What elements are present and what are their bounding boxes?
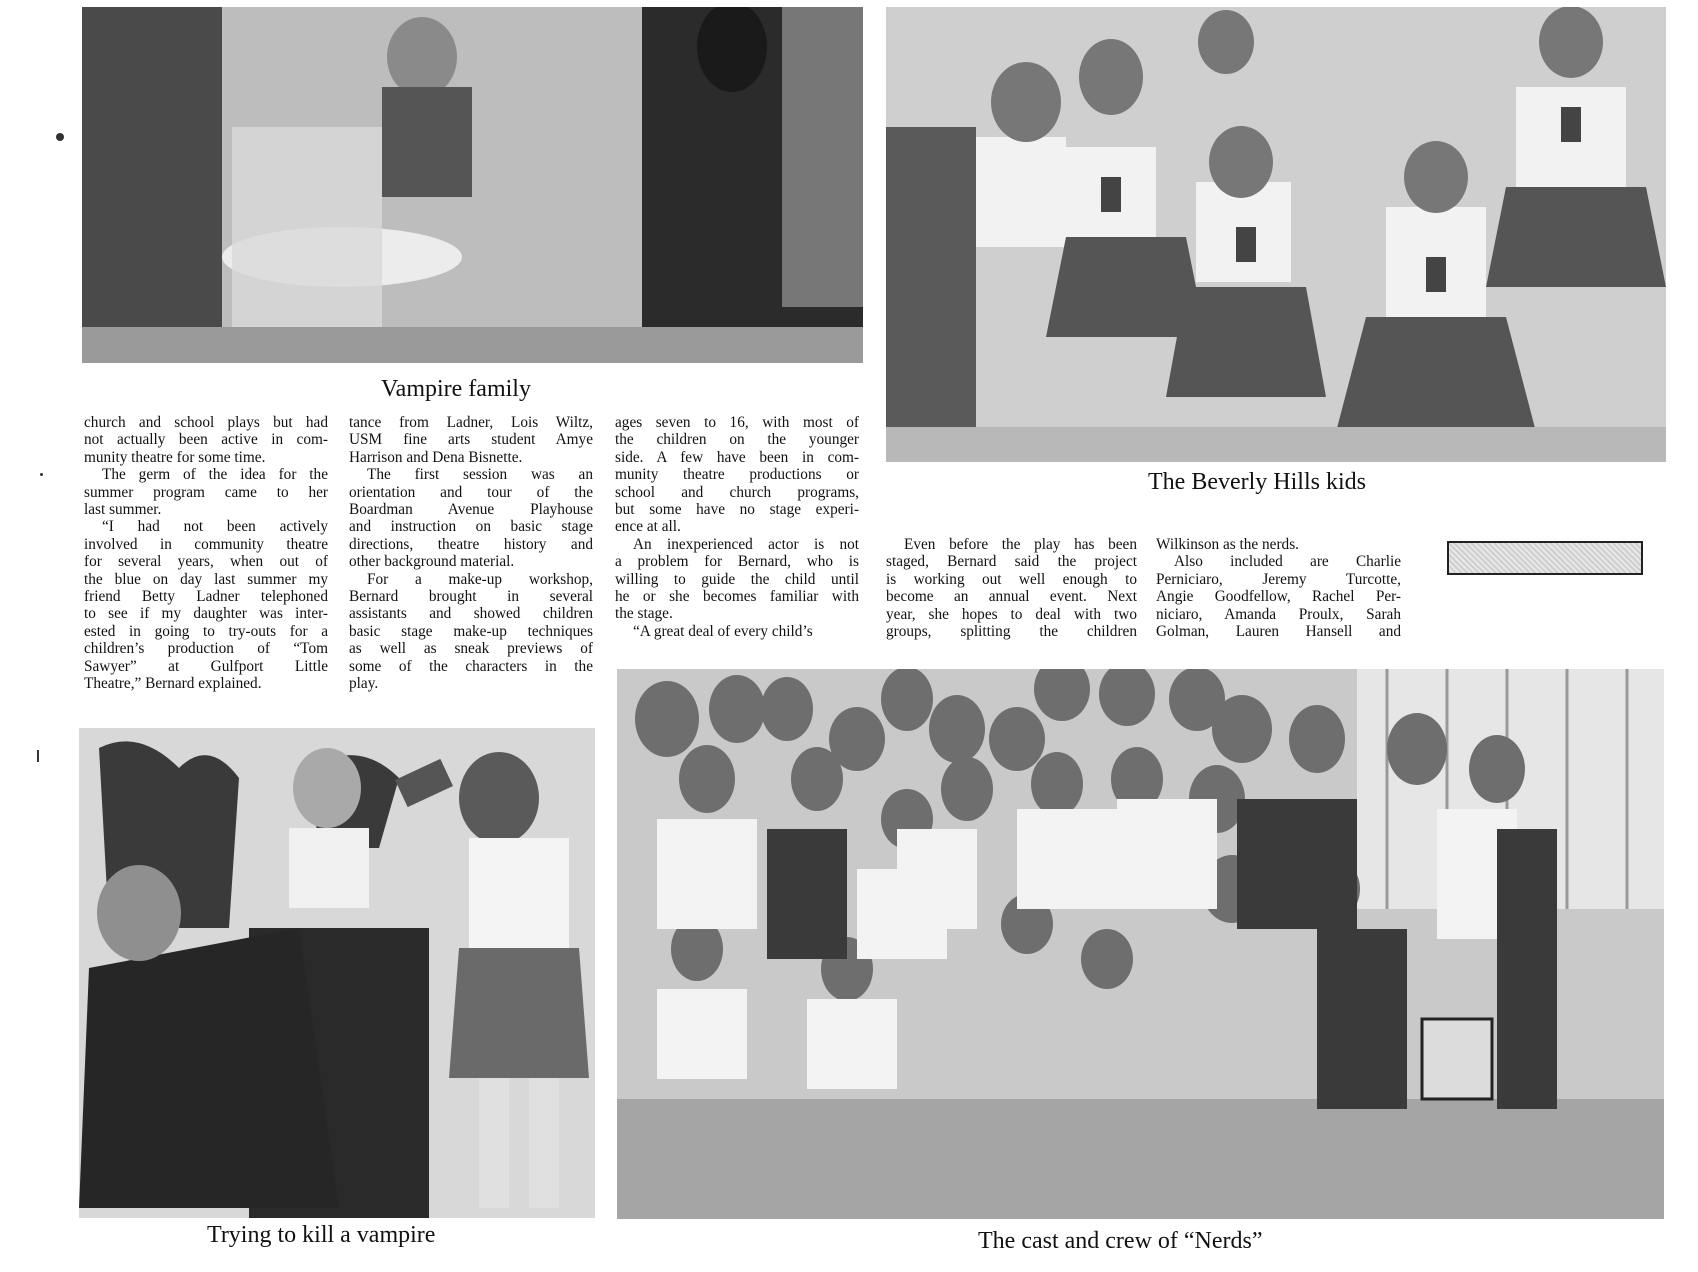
- text-line: groups, splitting the children: [886, 623, 1137, 641]
- caption-beverly-hills-kids: The Beverly Hills kids: [1148, 469, 1366, 495]
- scan-speck: [40, 473, 43, 476]
- text-line: the blue on day last summer my: [84, 570, 328, 588]
- text-line: ages seven to 16, with most of: [615, 414, 859, 431]
- text-line: Angie Goodfellow, Rachel Per-: [1156, 588, 1401, 606]
- text-line: ence at all.: [615, 518, 681, 536]
- text-line: involved in community theatre: [84, 535, 328, 553]
- text-line: he or she becomes familiar with: [615, 588, 859, 606]
- photo-vampire-family: [82, 7, 863, 363]
- text-line: munity theatre productions or: [615, 466, 859, 484]
- photo-trying-to-kill-a-vampire: [79, 728, 595, 1218]
- text-line: Perniciaro, Jeremy Turcotte,: [1156, 570, 1401, 588]
- text-line: For a make-up workshop,: [367, 570, 593, 588]
- text-line: the stage.: [615, 605, 673, 623]
- text-line: Harrison and Dena Bisnette.: [349, 448, 523, 466]
- text-line: niciaro, Amanda Proulx, Sarah: [1156, 605, 1401, 623]
- text-line: USM fine arts student Amye: [349, 431, 593, 449]
- text-line: church and school plays but had: [84, 414, 328, 431]
- text-line: the children on the younger: [615, 431, 859, 449]
- text-line: An inexperienced actor is not: [633, 535, 859, 553]
- text-line: Wilkinson as the nerds.: [1156, 536, 1299, 553]
- text-line: but some have no stage experi-: [615, 501, 859, 519]
- text-line: children’s production of “Tom: [84, 640, 328, 658]
- text-line: Golman, Lauren Hansell and: [1156, 623, 1401, 641]
- photo-beverly-hills-kids: [886, 7, 1666, 462]
- text-line: basic stage make-up techniques: [349, 622, 593, 640]
- text-line: to see if my daughter was inter-: [84, 605, 328, 623]
- text-line: orientation and tour of the: [349, 483, 593, 501]
- text-line: “I had not been actively: [102, 518, 328, 536]
- text-line: “A great deal of every child’s: [633, 622, 813, 640]
- text-line: Bernard brought in several: [349, 588, 593, 606]
- text-line: Sawyer” at Gulfport Little: [84, 657, 328, 675]
- text-line: friend Betty Ladner telephoned: [84, 588, 328, 606]
- text-line: Even before the play has been: [904, 536, 1137, 553]
- text-line: for several years, when out of: [84, 553, 328, 571]
- text-line: munity theatre for some time.: [84, 448, 266, 466]
- photo-cast-and-crew: [617, 669, 1664, 1219]
- text-line: summer program came to her: [84, 483, 328, 501]
- text-line: The first session was an: [367, 466, 593, 484]
- text-line: The germ of the idea for the: [102, 466, 328, 484]
- text-line: as well as sneak previews of: [349, 640, 593, 658]
- text-line: play.: [349, 675, 379, 693]
- text-line: staged, Bernard said the project: [886, 553, 1137, 571]
- scan-speck: [37, 750, 39, 762]
- text-line: a problem for Bernard, who is: [615, 553, 859, 571]
- text-line: Theatre,” Bernard explained.: [84, 675, 262, 693]
- scan-speck: [56, 133, 64, 141]
- text-line: not actually been active in com-: [84, 431, 328, 449]
- text-line: is working out well enough to: [886, 570, 1137, 588]
- text-line: Also included are Charlie: [1174, 553, 1401, 571]
- text-line: ested in going to try-outs for a: [84, 622, 328, 640]
- article-column-3: [615, 414, 859, 640]
- text-line: and instruction on basic stage: [349, 518, 593, 536]
- text-line: assistants and showed children: [349, 605, 593, 623]
- article-column-4: [886, 536, 1137, 640]
- text-line: willing to guide the child until: [615, 570, 859, 588]
- text-line: other background material.: [349, 553, 515, 571]
- caption-vampire-family: Vampire family: [381, 376, 531, 402]
- article-column-1: [84, 414, 328, 693]
- text-line: last summer.: [84, 501, 162, 519]
- text-line: become an annual event. Next: [886, 588, 1137, 606]
- article-column-5: [1156, 536, 1401, 640]
- caption-trying-to-kill-a-vampire: Trying to kill a vampire: [207, 1222, 436, 1248]
- shaded-box: [1447, 541, 1643, 575]
- caption-cast-and-crew: The cast and crew of “Nerds”: [978, 1228, 1263, 1254]
- text-line: Boardman Avenue Playhouse: [349, 501, 593, 519]
- text-line: tance from Ladner, Lois Wiltz,: [349, 414, 593, 431]
- text-line: year, she hopes to deal with two: [886, 605, 1137, 623]
- text-line: some of the characters in the: [349, 657, 593, 675]
- article-column-2: [349, 414, 593, 693]
- text-line: side. A few have been in com-: [615, 448, 859, 466]
- text-line: school and church programs,: [615, 483, 859, 501]
- text-line: directions, theatre history and: [349, 535, 593, 553]
